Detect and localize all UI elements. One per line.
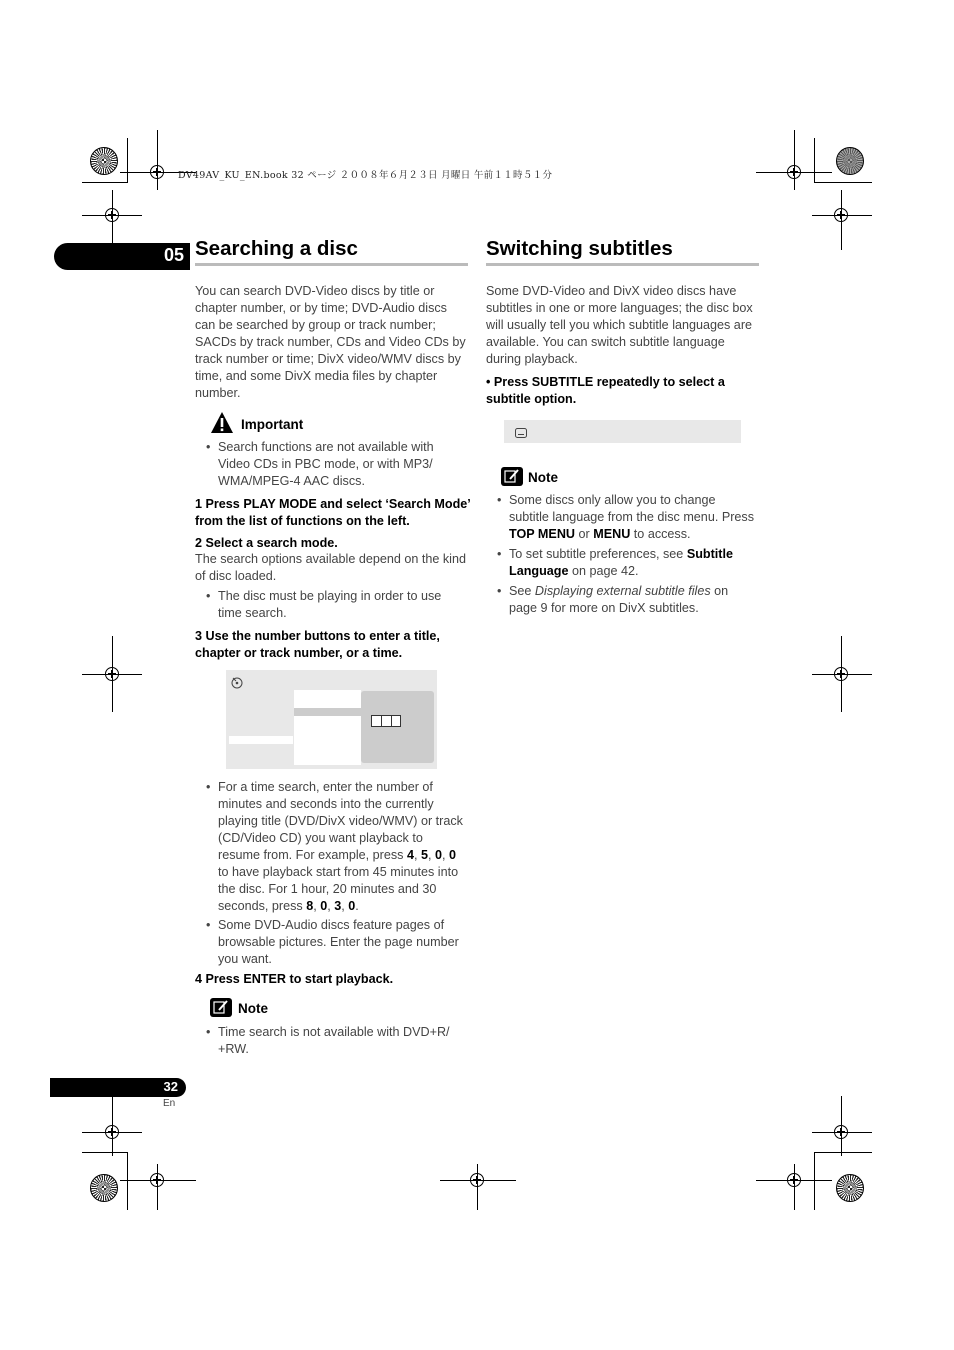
page-number-tab: [50, 1078, 186, 1097]
search-osd-illustration: [226, 670, 437, 769]
note-icon: [501, 467, 523, 486]
note-bullet-3: • See Displaying external subtitle files on page 9 for more on DivX subtitles.: [509, 583, 754, 617]
step-4: 4 Press ENTER to start playback.: [195, 972, 394, 986]
registration-starburst-icon: [90, 1174, 118, 1202]
registration-starburst-icon: [90, 147, 118, 175]
note-heading-left: Note: [238, 1001, 268, 1016]
note-bullet-2: • To set subtitle preferences, see Subtitle Language on page 42.: [509, 546, 754, 580]
registration-starburst-icon: [836, 1174, 864, 1202]
chapter-number: 05: [163, 245, 184, 265]
note-bullet-left: • Time search is not available with DVD+R/ +RW.: [218, 1024, 468, 1058]
osd-entry-panel: [361, 691, 434, 763]
section-rule: [195, 263, 468, 266]
disc-search-icon: [231, 674, 243, 693]
osd-list-item: [229, 736, 293, 744]
note-bullet-1: • Some discs only allow you to change subtitle language from the disc menu. Press TOP MENU or MENU to access.: [509, 492, 754, 543]
step-1: 1 Press PLAY MODE and select ‘Search Mode’ from the list of functions on the left.: [195, 497, 471, 528]
subtitle-icon: [515, 423, 527, 442]
language-label: En: [163, 1098, 176, 1109]
important-heading: Important: [241, 417, 304, 432]
subtitle-step: • Press SUBTITLE repeatedly to select a subtitle option.: [486, 375, 725, 406]
step-3: 3 Use the number buttons to enter a title, chapter or track number, or a time.: [195, 629, 440, 660]
osd-menu-panel: [294, 690, 361, 765]
print-header: DV49AV_KU_EN.book 32 ページ ２００８年６月２３日 月曜日 午前１１時５１分: [178, 170, 553, 181]
subtitle-osd-illustration: [504, 420, 741, 443]
step-2: 2 Select a search mode.: [195, 536, 338, 550]
osd-input-boxes: [371, 715, 401, 727]
registration-starburst-icon: [836, 147, 864, 175]
note-icon: [210, 998, 232, 1017]
step-2-bullet: • The disc must be playing in order to use time search.: [218, 588, 468, 622]
important-bullet: • Search functions are not available with Video CDs in PBC mode, or with MP3/ WMA/MPEG-4 AAC discs.: [218, 439, 463, 490]
important-icon: [210, 411, 234, 439]
note-heading-right: Note: [528, 470, 558, 485]
section-title-searching: Searching a disc: [195, 237, 358, 260]
section-title-subtitles: Switching subtitles: [486, 237, 673, 260]
page-number: 32: [163, 1079, 178, 1094]
intro-paragraph: You can search DVD-Video discs by title or chapter number, or by time; DVD-Audio discs can be searched by group or track number; SACDs by track number, CDs and Video CDs by track number or time; DivX video/WMV discs by time, and some DivX media files by chapter number.: [195, 284, 466, 400]
section-rule: [486, 263, 759, 266]
osd-menu-highlight: [294, 708, 361, 716]
subtitles-intro: Some DVD-Video and DivX video discs have subtitles in one or more languages; the disc box will usually tell you which subtitle languages are available. You can switch subtitle language during playback.: [486, 284, 753, 366]
chapter-tab: [54, 243, 190, 270]
step-2-text: The search options available depend on the kind of disc loaded.: [195, 552, 466, 583]
time-search-bullet: • For a time search, enter the number of minutes and seconds into the currently playing title (DVD/DivX video/WMV) or track (CD/Video CD) you want playback to resume from. For example, press 4, 5, 0, 0 to have playback start from 45 minutes into the disc. For 1 hour, 20 minutes and 30 seconds, press 8, 0, 3, 0.: [218, 779, 468, 915]
dvd-audio-bullet: • Some DVD-Audio discs feature pages of browsable pictures. Enter the page number you want.: [218, 917, 463, 968]
